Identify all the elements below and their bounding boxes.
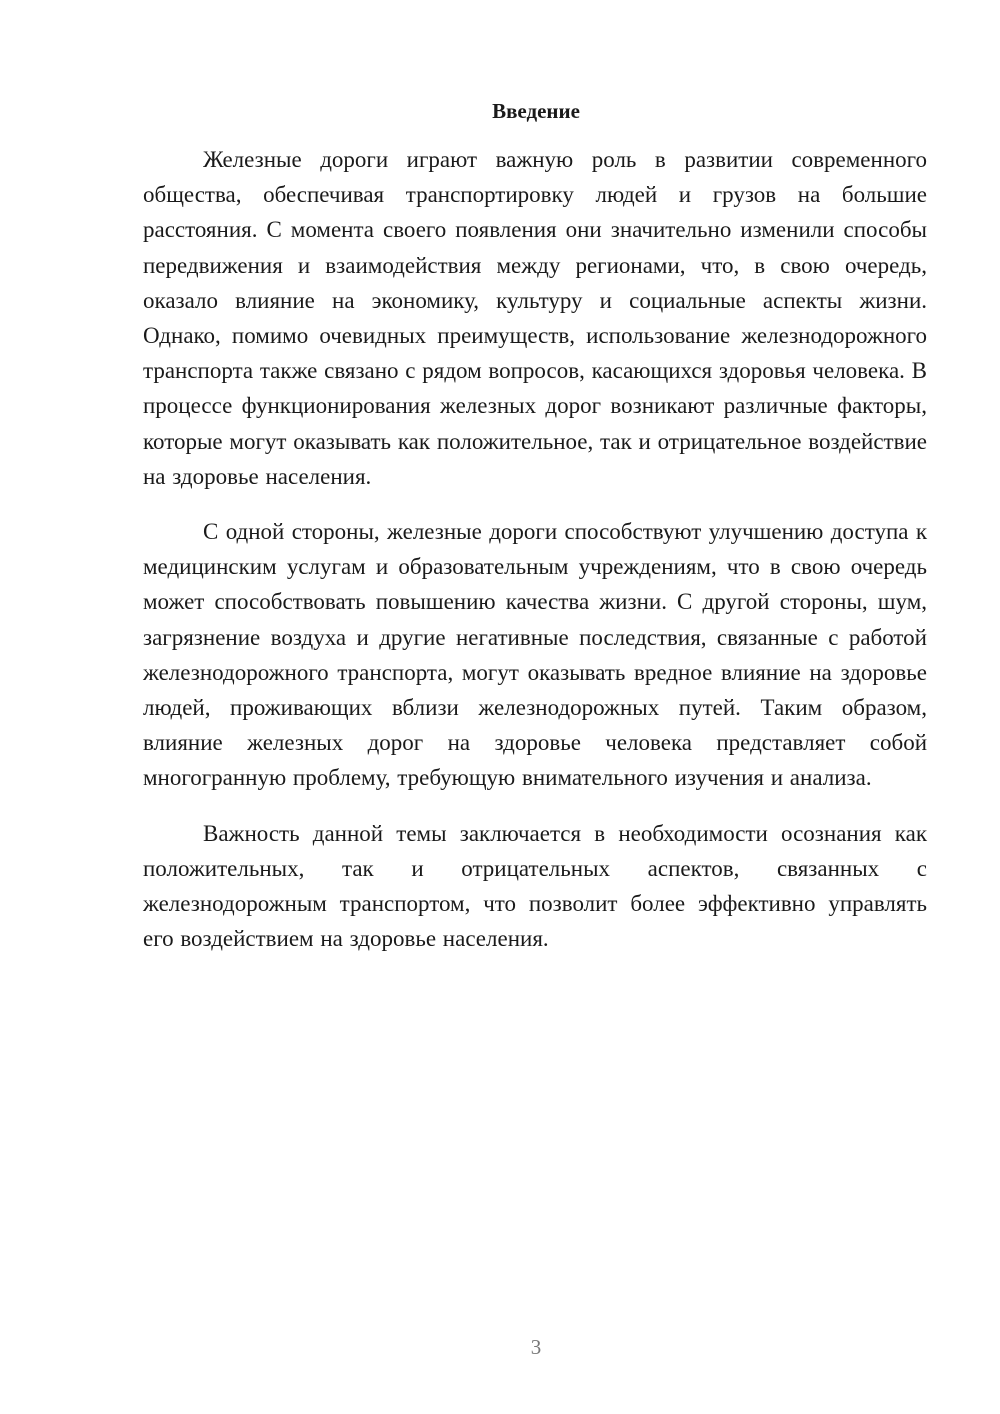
paragraph-3: Важность данной темы заключается в необходимости осознания как положительных, так и отрицательных аспектов, связанных с железнодорожным транспортом, что позволит более эффективно управлять его воздействием на здоровье населения. [143,820,927,952]
section-title: Введение [492,99,580,123]
paragraph-2: С одной стороны, железные дороги способствуют улучшению доступа к медицинским услугам и образовательным учреждениям, что в свою очередь может способствовать повышению качества жизни. С другой стороны, шум, загрязнение воздуха и другие негативные последствия, связанные с работой железнодорожного транспорта, могут оказывать вредное влияние на здоровье людей, проживающих вблизи железнодорожных путей. Таким образом, влияние железных дорог на здоровье человека представляет собой многогранную проблему, требующую внимательного изучения и анализа. [143,519,927,791]
page-number: 3 [530,1335,542,1359]
document-body [143,142,927,976]
paragraph-1: Железные дороги играют важную роль в развитии современного общества, обеспечивая транспортировку людей и грузов на большие расстояния. С момента своего появления они значительно изменили способы передвижения и взаимодействия между регионами, что, в свою очередь, оказало влияние на экономику, культуру и социальные аспекты жизни. Однако, помимо очевидных преимуществ, использование железнодорожного транспорта также связано с рядом вопросов, касающихся здоровья человека. В процессе функционирования железных дорог возникают различные факторы, которые могут оказывать как положительное, так и отрицательное воздействие на здоровье населения. [143,147,927,489]
